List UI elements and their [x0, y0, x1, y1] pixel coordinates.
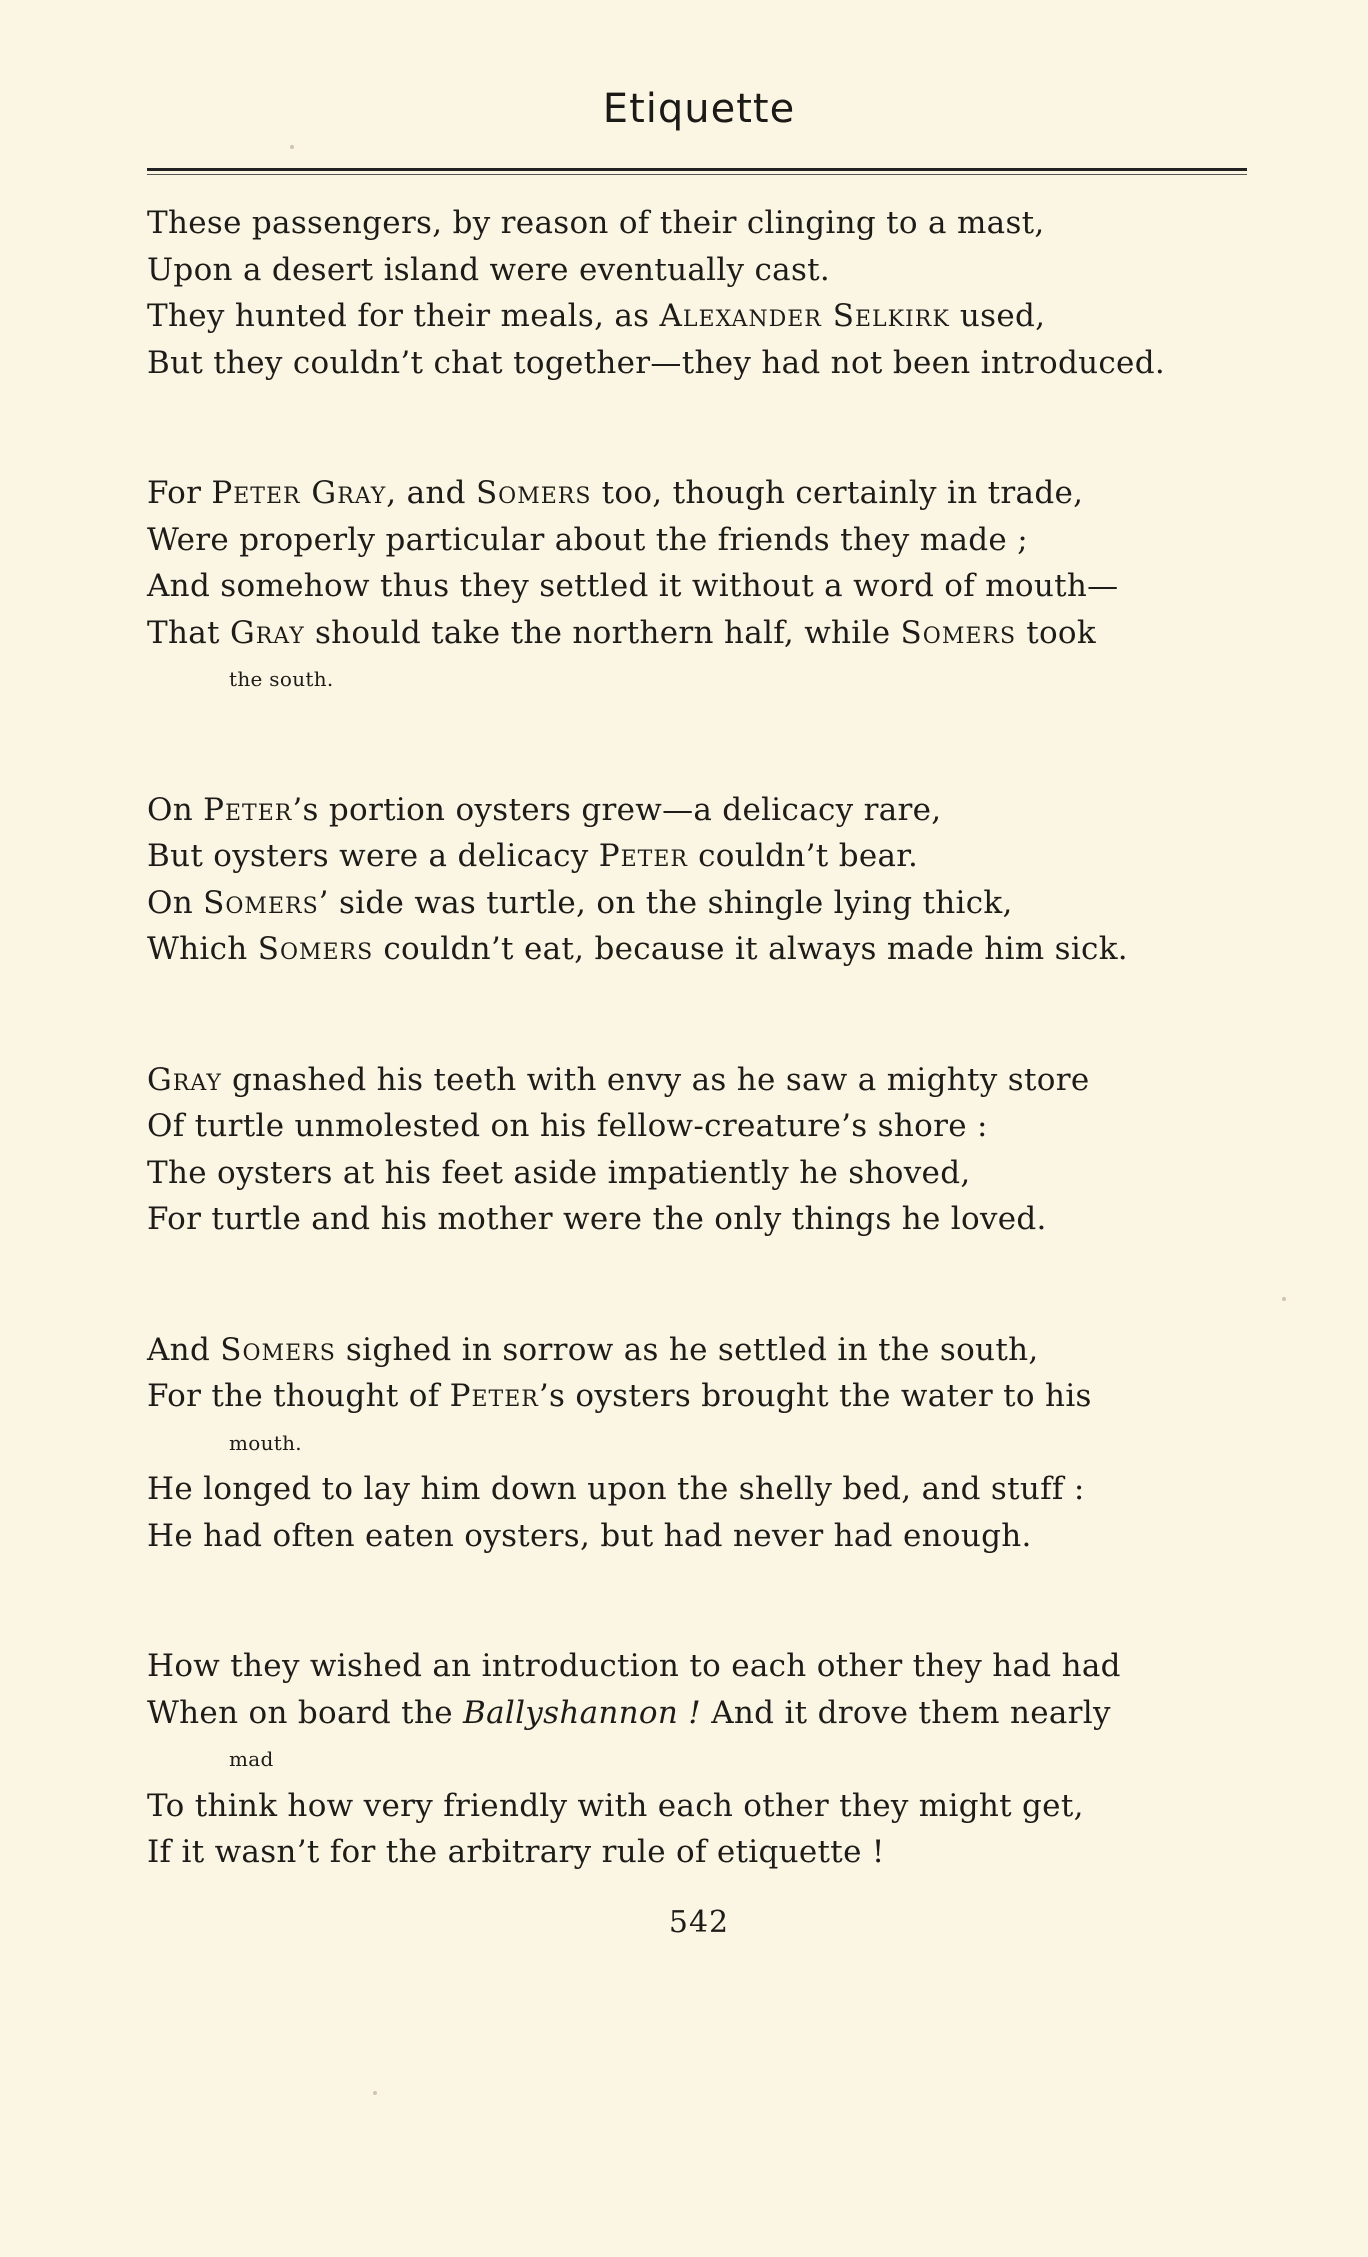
small-caps-name: Somers [475, 475, 592, 511]
small-caps-name: Peter Gray [211, 475, 387, 511]
poem-line: They hunted for their meals, as Alexander Selkirk used, [147, 298, 1046, 334]
poem-line: Which Somers couldn’t eat, because it always made him sick. [147, 931, 1128, 967]
small-caps-name: Somers [220, 1331, 336, 1368]
poem-line: Upon a desert island were eventually cast. [147, 251, 831, 288]
paper-speck [1282, 1297, 1286, 1301]
poem-line-continuation: mouth. [229, 1430, 302, 1455]
poem-line: He longed to lay him down upon the shelly bed, and stuff : [147, 1471, 1085, 1507]
page-number: 542 [668, 1905, 730, 1940]
poem-line: And Somers sighed in sorrow as he settled in the south, [147, 1331, 1039, 1368]
poem-line: That Gray should take the northern half, while Somers took [147, 614, 1096, 651]
poem-line: Gray gnashed his teeth with envy as he saw a mighty store [147, 1061, 1090, 1098]
poem-line: If it wasn’t for the arbitrary rule of etiquette ! [147, 1834, 885, 1870]
stanza [147, 200, 1255, 386]
poem-line: These passengers, by reason of their clinging to a mast, [147, 205, 1045, 241]
stanza [147, 1327, 1255, 1560]
small-caps-name: Peter [449, 1378, 539, 1414]
poem-line: On Somers’ side was turtle, on the shingle lying thick, [147, 884, 1013, 921]
poem-line: The oysters at his feet aside impatiently he shoved, [147, 1154, 971, 1191]
poem-line: But oysters were a delicacy Peter couldn’t bear. [147, 838, 919, 874]
ship-name: Ballyshannon ! [463, 1694, 702, 1731]
header-rule-thick [147, 168, 1247, 171]
poem-line-continuation: the south. [229, 667, 334, 691]
small-caps-name: Somers [257, 931, 374, 967]
stanza [147, 1057, 1255, 1243]
stanza [147, 470, 1255, 703]
poem-line: And somehow thus they settled it without a word of mouth— [147, 568, 1119, 604]
small-caps-name: Alexander Selkirk [659, 298, 950, 334]
poem-line: When on board the Ballyshannon ! And it drove them nearly [147, 1694, 1111, 1731]
poem-line: Were properly particular about the friends they made ; [147, 521, 1028, 558]
poem-line: Of turtle unmolested on his fellow-creature’s shore : [147, 1108, 988, 1144]
poem-line: How they wished an introduction to each other they had had [147, 1648, 1121, 1684]
poem-body [147, 200, 1255, 1960]
poem-line-continuation: mad [229, 1747, 274, 1771]
paper-speck [373, 2091, 377, 2095]
stanza [147, 787, 1255, 973]
small-caps-name: Gray [229, 614, 305, 651]
small-caps-name: Peter [203, 791, 293, 828]
small-caps-name: Gray [147, 1061, 222, 1098]
poem-line: But they couldn’t chat together—they had not been introduced. [147, 344, 1166, 381]
small-caps-name: Somers [203, 884, 319, 921]
header-rule-thin [147, 174, 1247, 175]
paper-speck [290, 145, 294, 149]
poem-line: To think how very friendly with each other they might get, [147, 1787, 1084, 1824]
poem-line: For the thought of Peter’s oysters brought the water to his [147, 1378, 1092, 1414]
small-caps-name: Peter [598, 838, 688, 874]
poem-line: For turtle and his mother were the only things he loved. [147, 1201, 1047, 1237]
poem-line: On Peter’s portion oysters grew—a delicacy rare, [147, 791, 942, 828]
small-caps-name: Somers [900, 614, 1017, 651]
stanza [147, 1643, 1255, 1876]
poem-line: For Peter Gray, and Somers too, though certainly in trade, [147, 475, 1084, 511]
poem-line: He had often eaten oysters, but had never had enough. [147, 1517, 1032, 1554]
running-title: Etiquette [602, 86, 796, 132]
